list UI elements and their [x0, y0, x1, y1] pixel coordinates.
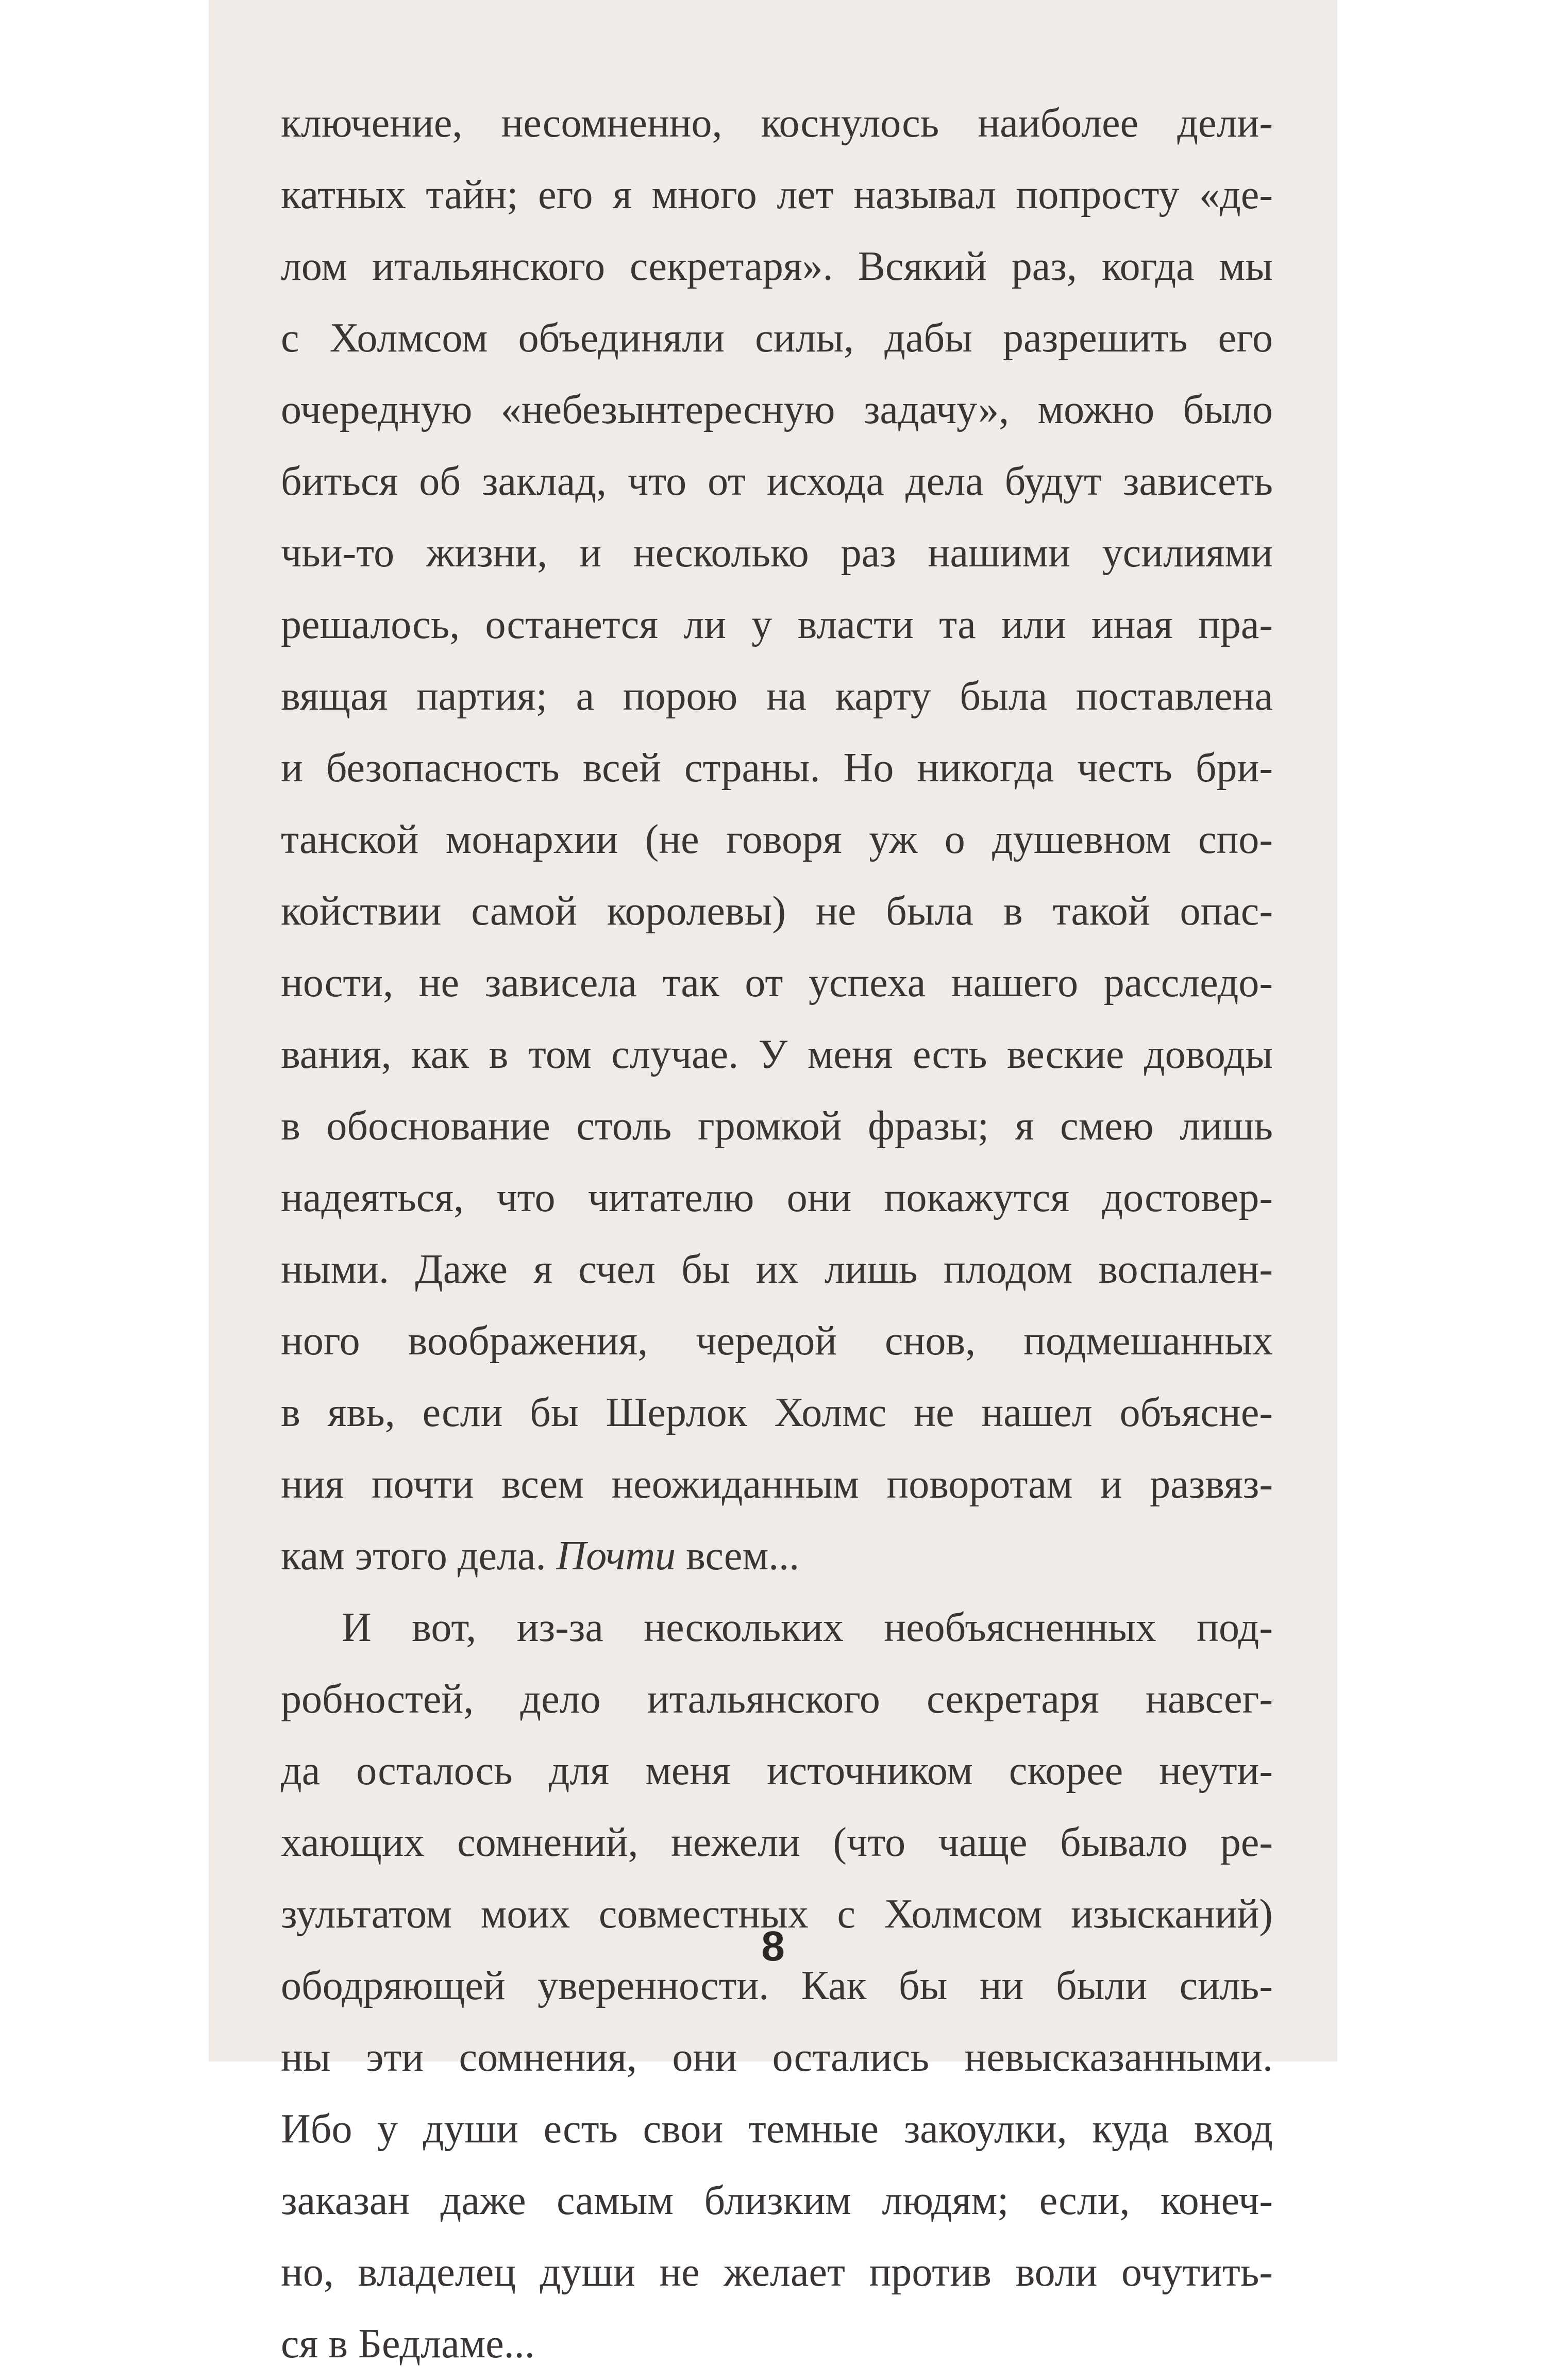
text-line: ободряющей уверенности. Как бы ни были силь-: [281, 1963, 1273, 2008]
text-line: ности, не зависела так от успеха нашего расследо-: [281, 960, 1273, 1005]
text-line: лом итальянского секретаря». Всякий раз, когда мы: [281, 244, 1273, 289]
text-line: зультатом моих совместных с Холмсом изысканий): [281, 1891, 1273, 1937]
line-start: кам этого дела.: [281, 1533, 557, 1579]
line-end: всем...: [676, 1533, 800, 1579]
text-line: надеяться, что читателю они покажутся достовер-: [281, 1175, 1273, 1220]
text-line: с Холмсом объединяли силы, дабы разрешить его: [281, 315, 1273, 361]
page-number: 8: [761, 1923, 785, 1970]
text-line: хающих сомнений, нежели (что чаще бывало ре-: [281, 1820, 1273, 1865]
text-line: ны эти сомнения, они остались невысказанными.: [281, 2035, 1273, 2080]
text-line: и безопасность всей страны. Но никогда честь бри-: [281, 745, 1273, 791]
text-line: в обоснование столь громкой фразы; я смею лишь: [281, 1103, 1273, 1149]
text-line: вания, как в том случае. У меня есть веские доводы: [281, 1032, 1273, 1077]
text-line: да осталось для меня источником скорее неути-: [281, 1748, 1273, 1794]
text-line: койствии самой королевы) не была в такой опас-: [281, 889, 1273, 934]
text-line: ключение, несомненно, коснулось наиболее дели-: [281, 100, 1273, 146]
text-line: ния почти всем неожиданным поворотам и развяз-: [281, 1462, 1273, 1507]
text-line: танской монархии (не говоря уж о душевном спо-: [281, 817, 1273, 862]
text-line: робностей, дело итальянского секретаря навсег-: [281, 1677, 1273, 1722]
text-line-last: ся в Бедламе...: [281, 2321, 535, 2367]
text-line: в явь, если бы Шерлок Холмс не нашел объясне-: [281, 1390, 1273, 1435]
text-line: вящая партия; а порою на карту была поставлена: [281, 674, 1273, 719]
text-line: катных тайн; его я много лет называл попросту «де-: [281, 172, 1273, 217]
text-line: решалось, останется ли у власти та или иная пра-: [281, 602, 1273, 647]
text-line: ного воображения, чередой снов, подмешанных: [281, 1318, 1273, 1364]
page-text: [281, 88, 1273, 2380]
paragraph-2: [281, 1592, 1273, 2380]
text-line: очередную «небезынтересную задачу», можно было: [281, 387, 1273, 432]
text-line: но, владелец души не желает против воли очутить-: [281, 2250, 1273, 2295]
text-line: заказан даже самым близким людям; если, конеч-: [281, 2178, 1273, 2223]
text-line: чьи-то жизни, и несколько раз нашими усилиями: [281, 530, 1273, 576]
text-line-last: [281, 1520, 1273, 1592]
text-line: Ибо у души есть свои темные закоулки, куда вход: [281, 2106, 1273, 2152]
paragraph-1: [281, 88, 1273, 1592]
text-line: ными. Даже я счел бы их лишь плодом воспален-: [281, 1247, 1273, 1292]
italic-emphasis: Почти: [556, 1533, 676, 1579]
text-line: биться об заклад, что от исхода дела будут зависеть: [281, 459, 1273, 504]
text-line: И вот, из-за нескольких необъясненных под-: [342, 1605, 1273, 1650]
